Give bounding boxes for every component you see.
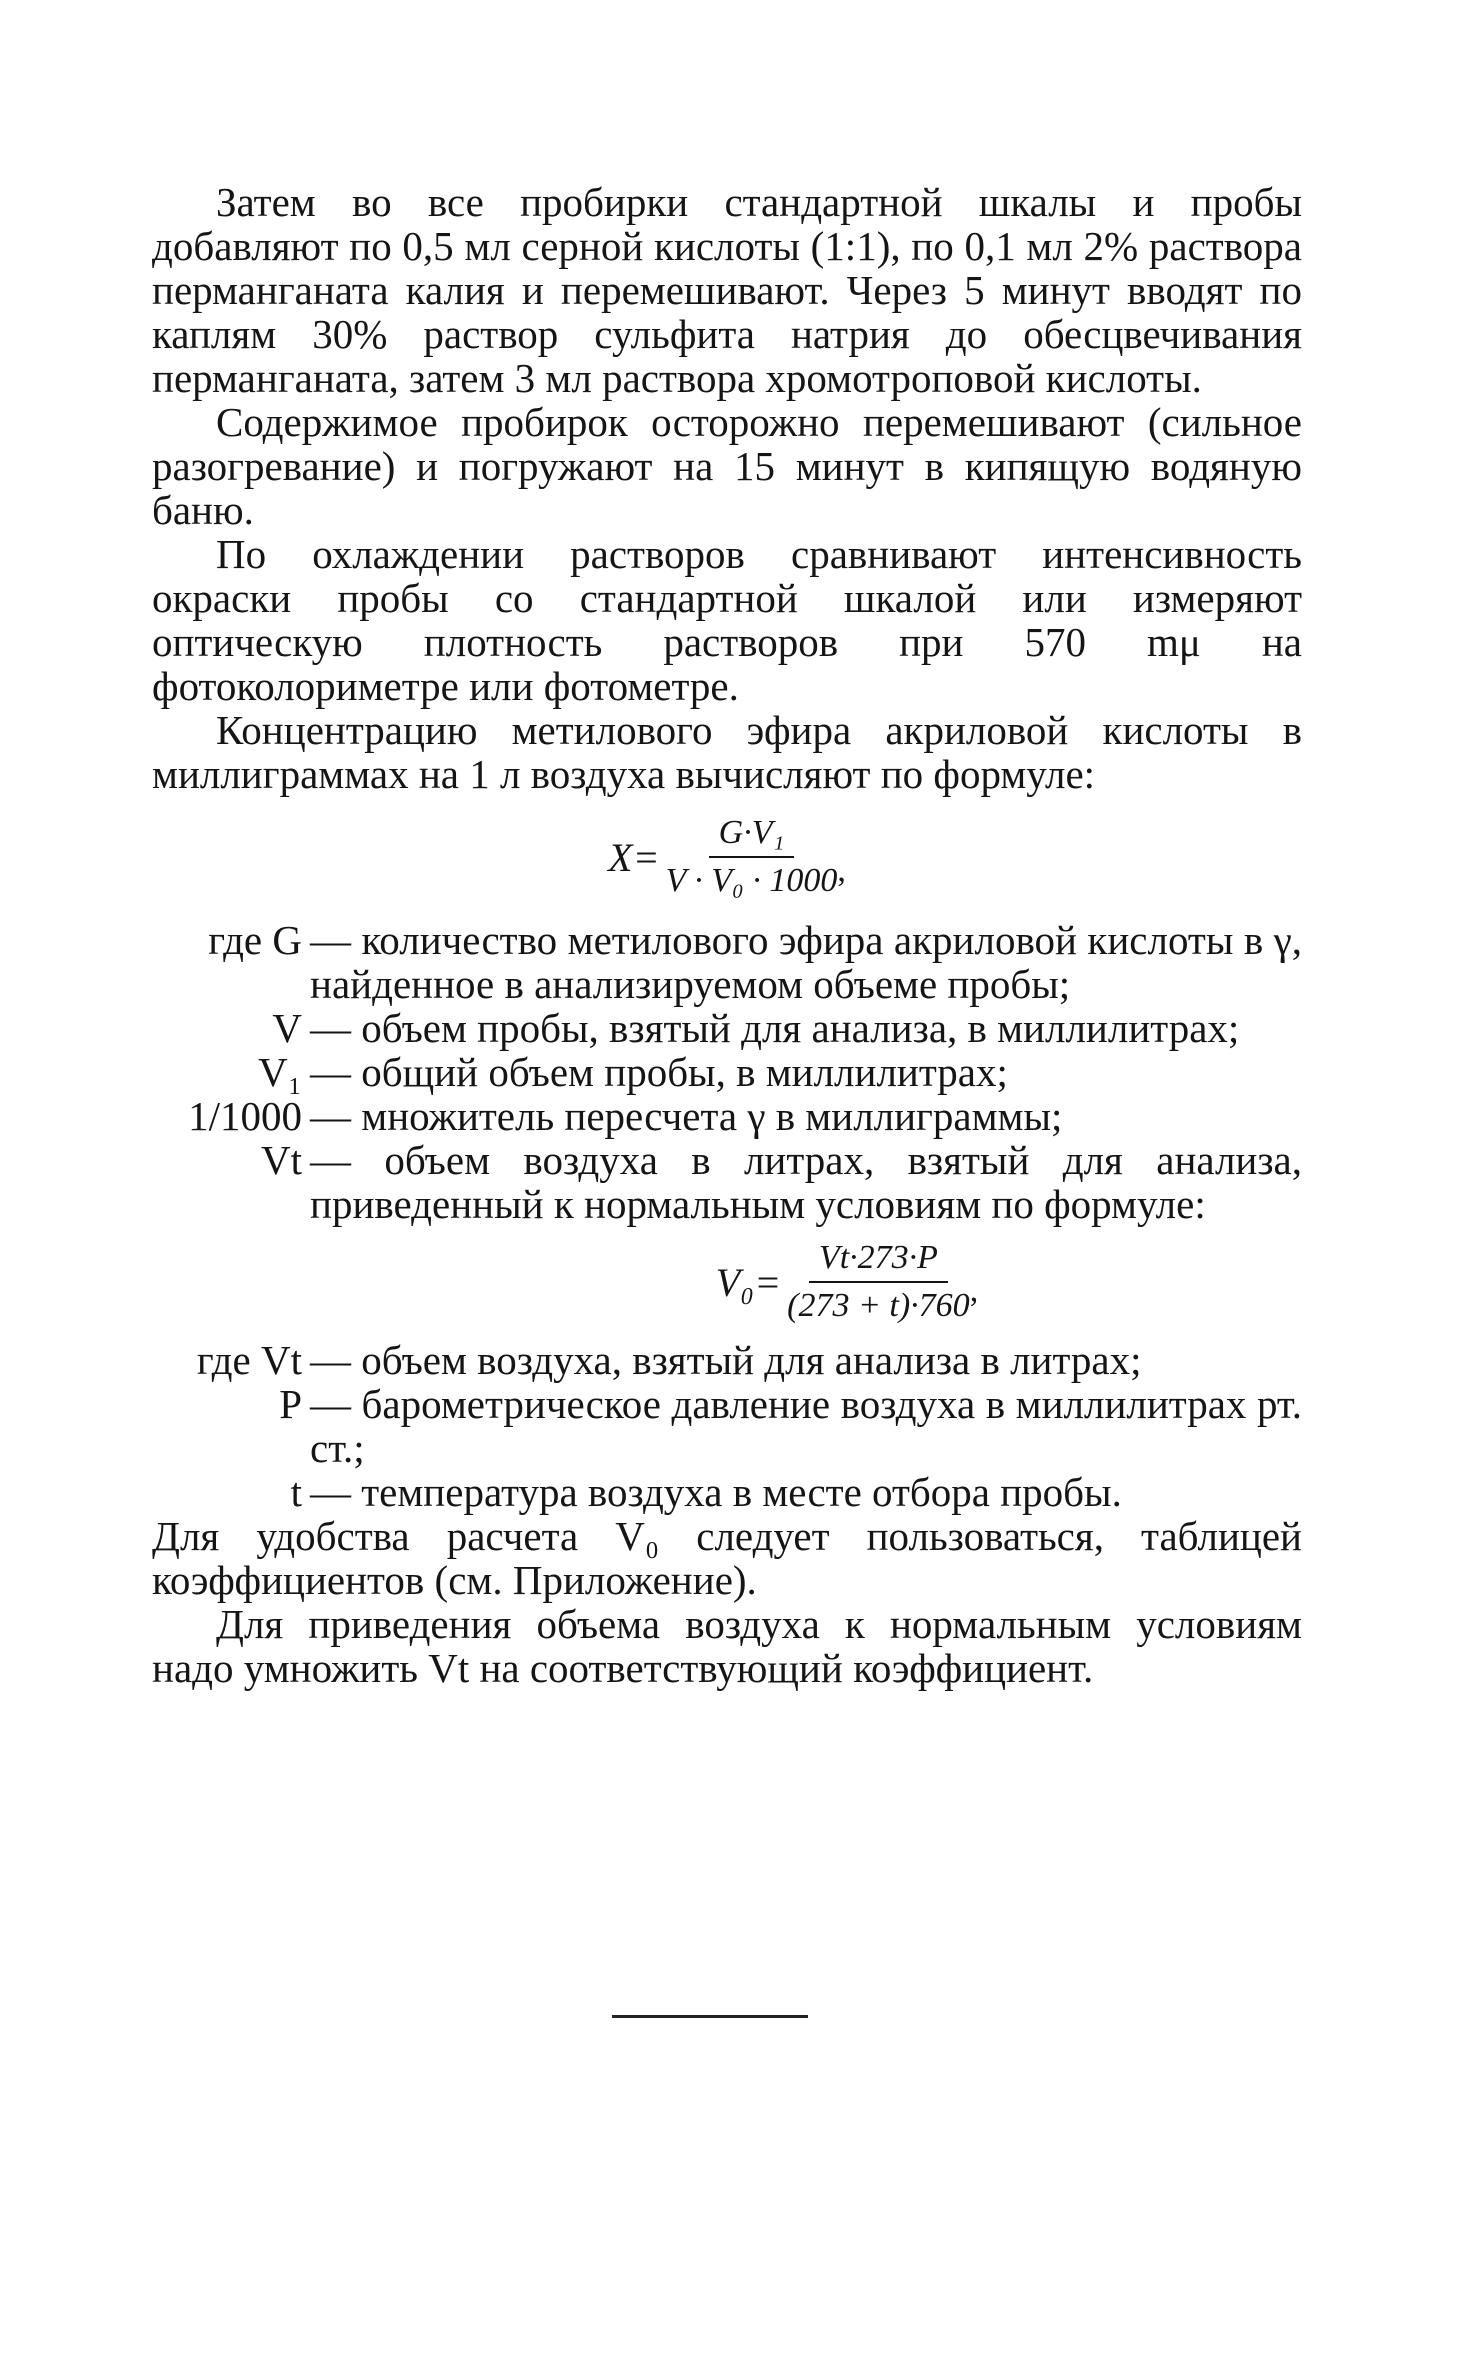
formula-x bbox=[152, 796, 1302, 918]
definition-item bbox=[152, 1470, 1302, 1514]
definition-symbol: t bbox=[290, 1469, 302, 1515]
definition-symbol: 1/1000 bbox=[188, 1093, 302, 1139]
definition-text: — температура воздуха в месте отбора пробы. bbox=[310, 1469, 1122, 1515]
paragraph-5: Для удобства расчета V₀ следует пользоваться, таблицей коэффициентов (см. Приложение). bbox=[152, 1513, 1302, 1603]
definition-text: — объем воздуха, взятый для анализа в литрах; bbox=[310, 1337, 1142, 1383]
definition-symbol: V bbox=[272, 1005, 302, 1051]
definition-item bbox=[152, 1138, 1302, 1226]
definition-item bbox=[152, 1382, 1302, 1470]
definition-symbol: P bbox=[279, 1381, 302, 1427]
definition-text: — общий объем пробы, в миллилитрах; bbox=[310, 1049, 1008, 1095]
paragraph-6: Для приведения объема воздуха к нормальным условиям надо умножить Vt на соответствующий коэффициент. bbox=[152, 1601, 1302, 1691]
definition-item bbox=[152, 918, 1302, 1006]
definition-symbol: где G bbox=[208, 917, 302, 963]
formula-v0-denominator: (273 + t)·760 bbox=[787, 1287, 970, 1324]
paragraph-2: Содержимое пробирок осторожно перемешивают (сильное разогревание) и погружают на 15 минут в кипящую водяную баню. bbox=[152, 399, 1302, 533]
paragraph-3: По охлаждении растворов сравнивают интенсивность окраски пробы со стандартной шкалой или измеряют оптическую плотность растворов при 570 mμ на фотоколориметре или фотометре. bbox=[152, 531, 1302, 709]
formula-x-lhs: X= bbox=[608, 834, 660, 880]
formula-x-comma: , bbox=[837, 852, 846, 889]
definition-text: — барометрическое давление воздуха в миллилитрах рт. ст.; bbox=[310, 1381, 1302, 1471]
definition-text: — объем воздуха в литрах, взятый для анализа, приведенный к нормальным условиям по формуле: bbox=[310, 1137, 1302, 1227]
formula-v0 bbox=[392, 1226, 1302, 1338]
definition-item bbox=[152, 1006, 1302, 1050]
definition-text: — объем пробы, взятый для анализа, в миллилитрах; bbox=[310, 1005, 1240, 1051]
definition-symbol: Vt bbox=[261, 1137, 302, 1183]
formula-x-fraction bbox=[666, 814, 838, 900]
formula-x-numerator: G·V₁ bbox=[709, 814, 795, 858]
end-rule bbox=[612, 2015, 808, 2018]
formula-v0-comma: , bbox=[969, 1272, 979, 1309]
definition-text: — количество метилового эфира акриловой кислоты в γ, найденное в анализируемом объеме пробы; bbox=[310, 917, 1302, 1007]
definitions-list-1 bbox=[152, 918, 1302, 1226]
definition-item bbox=[152, 1050, 1302, 1094]
definition-item bbox=[152, 1094, 1302, 1138]
definition-text: — множитель пересчета γ в миллиграммы; bbox=[310, 1093, 1063, 1139]
text-column bbox=[152, 180, 1302, 1690]
paragraph-4: Концентрацию метилового эфира акриловой кислоты в миллиграммах на 1 л воздуха вычисляют по формуле: bbox=[152, 707, 1302, 797]
formula-x-denominator: V · V₀ · 1000 bbox=[665, 862, 838, 899]
formula-v0-lhs: V₀= bbox=[715, 1259, 782, 1305]
formula-v0-fraction bbox=[787, 1239, 970, 1325]
definition-item bbox=[152, 1338, 1302, 1382]
definitions-list-2 bbox=[152, 1338, 1302, 1514]
definition-symbol: где Vt bbox=[196, 1337, 302, 1383]
formula-v0-numerator: Vt·273·P bbox=[809, 1239, 948, 1283]
definition-symbol: V₁ bbox=[258, 1049, 302, 1095]
paragraph-1: Затем во все пробирки стандартной шкалы и пробы добавляют по 0,5 мл серной кислоты (1:1), по 0,1 мл 2% раствора перманганата калия и перемешивают. Через 5 минут вводят по каплям 30% раствор сульфита натрия до обесцвечивания перманганата, затем 3 мл раствора хромотроповой кислоты. bbox=[152, 179, 1302, 401]
